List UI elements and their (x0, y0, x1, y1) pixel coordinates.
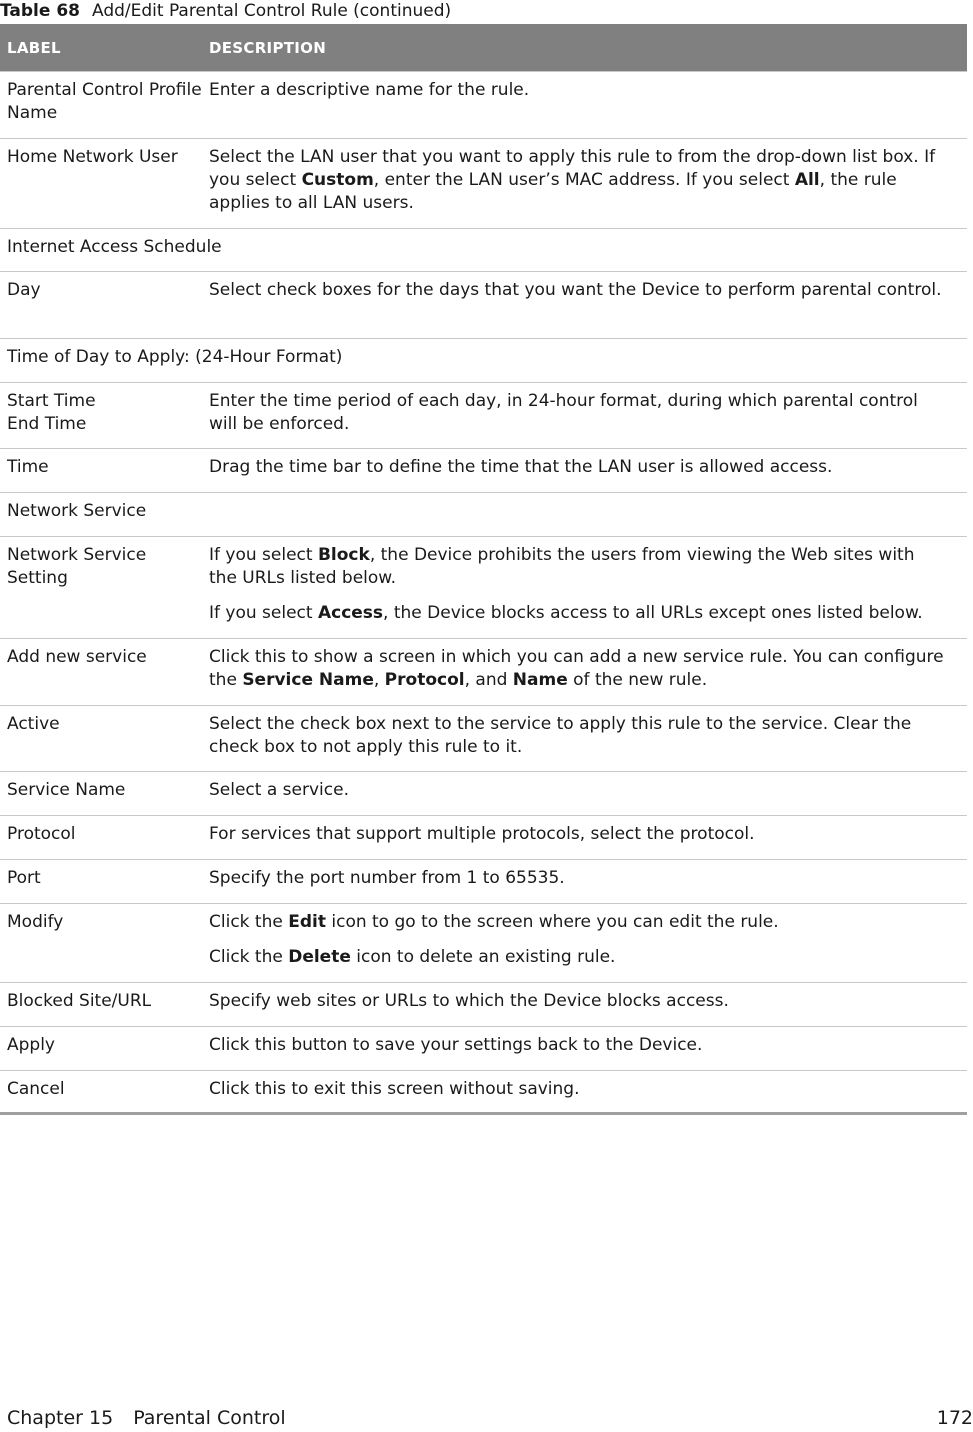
table-header (0, 24, 967, 71)
row-label: Add new service (7, 647, 147, 667)
row-description: Select check boxes for the days that you want the Device to perform parental control. (209, 280, 942, 300)
row-label: Apply (7, 1035, 55, 1055)
row-description: Select the check box next to the service to apply this rule to the service. Clear the check box to not apply this rule to it. (209, 714, 912, 757)
row-description: Specify the port number from 1 to 65535. (209, 868, 565, 888)
row-label: Home Network User (7, 147, 178, 167)
row-label: Time (7, 457, 49, 477)
row-label: Service Name (7, 780, 126, 800)
table-row (0, 859, 967, 903)
row-description: Enter the time period of each day, in 24-hour format, during which parental control will be enforced. (209, 391, 918, 434)
row-description: Select the LAN user that you want to apply this rule to from the drop-down list box. If you select Custom, enter the LAN user’s MAC address. If you select All, the rule applies to all LAN users. (209, 147, 936, 213)
row-description: Enter a descriptive name for the rule. (209, 80, 530, 100)
table-row (0, 448, 967, 492)
table-row (0, 271, 967, 338)
table-caption (0, 0, 451, 22)
row-description: Click this to exit this screen without saving. (209, 1079, 580, 1099)
table-row (0, 138, 967, 228)
table-number: Table 68 (0, 1, 80, 21)
chapter-info: Chapter 15 Parental Control (7, 1407, 286, 1429)
table-row (0, 382, 967, 448)
row-description: Select a service. (209, 780, 349, 800)
section-row (0, 492, 967, 536)
row-label: Blocked Site/URL (7, 991, 152, 1011)
row-label: Start Time End Time (7, 391, 96, 434)
row-label: Port (7, 868, 41, 888)
row-description: Click this button to save your settings back to the Device. (209, 1035, 703, 1055)
table-title: Add/Edit Parental Control Rule (continued) (91, 1, 452, 21)
row-description: Click this to show a screen in which you can add a new service rule. You can configure the Service Name, Protocol, and Name of the new rule. (209, 647, 944, 690)
table-row (0, 982, 967, 1026)
row-label: Active (7, 714, 60, 734)
section-row (0, 338, 967, 382)
row-label: Day (7, 280, 41, 300)
parental-control-table (0, 24, 967, 1115)
table-row (0, 771, 967, 815)
row-description: Drag the time bar to define the time that the LAN user is allowed access. (209, 457, 833, 477)
section-label: Internet Access Schedule (7, 237, 222, 257)
table-row (0, 1026, 967, 1070)
row-description: Specify web sites or URLs to which the Device blocks access. (209, 991, 729, 1011)
page-number: 172 (936, 1407, 973, 1429)
row-label: Parental Control Profile Name (7, 80, 202, 123)
table-row (0, 638, 967, 705)
row-description: If you select Block, the Device prohibits the users from viewing the Web sites with the URLs listed below. If you select Access, the Device blocks access to all URLs except ones listed below. (209, 545, 923, 623)
row-label: Network Service Setting (7, 545, 147, 588)
section-label: Network Service (7, 501, 147, 521)
page-footer (7, 1404, 973, 1432)
header-label: LABEL (7, 38, 61, 57)
table-row (0, 536, 967, 638)
row-description: Click the Edit icon to go to the screen where you can edit the rule. Click the Delete icon to delete an existing rule. (209, 912, 779, 967)
table-row (0, 1070, 967, 1112)
table-row (0, 815, 967, 859)
row-label: Modify (7, 912, 64, 932)
row-description: For services that support multiple protocols, select the protocol. (209, 824, 755, 844)
section-label: Time of Day to Apply: (24-Hour Format) (7, 347, 343, 367)
row-label: Cancel (7, 1079, 65, 1099)
table-row (0, 903, 967, 982)
header-description: DESCRIPTION (209, 38, 327, 57)
section-row (0, 228, 967, 271)
row-label: Protocol (7, 824, 76, 844)
table-row (0, 705, 967, 771)
table-row (0, 71, 967, 138)
